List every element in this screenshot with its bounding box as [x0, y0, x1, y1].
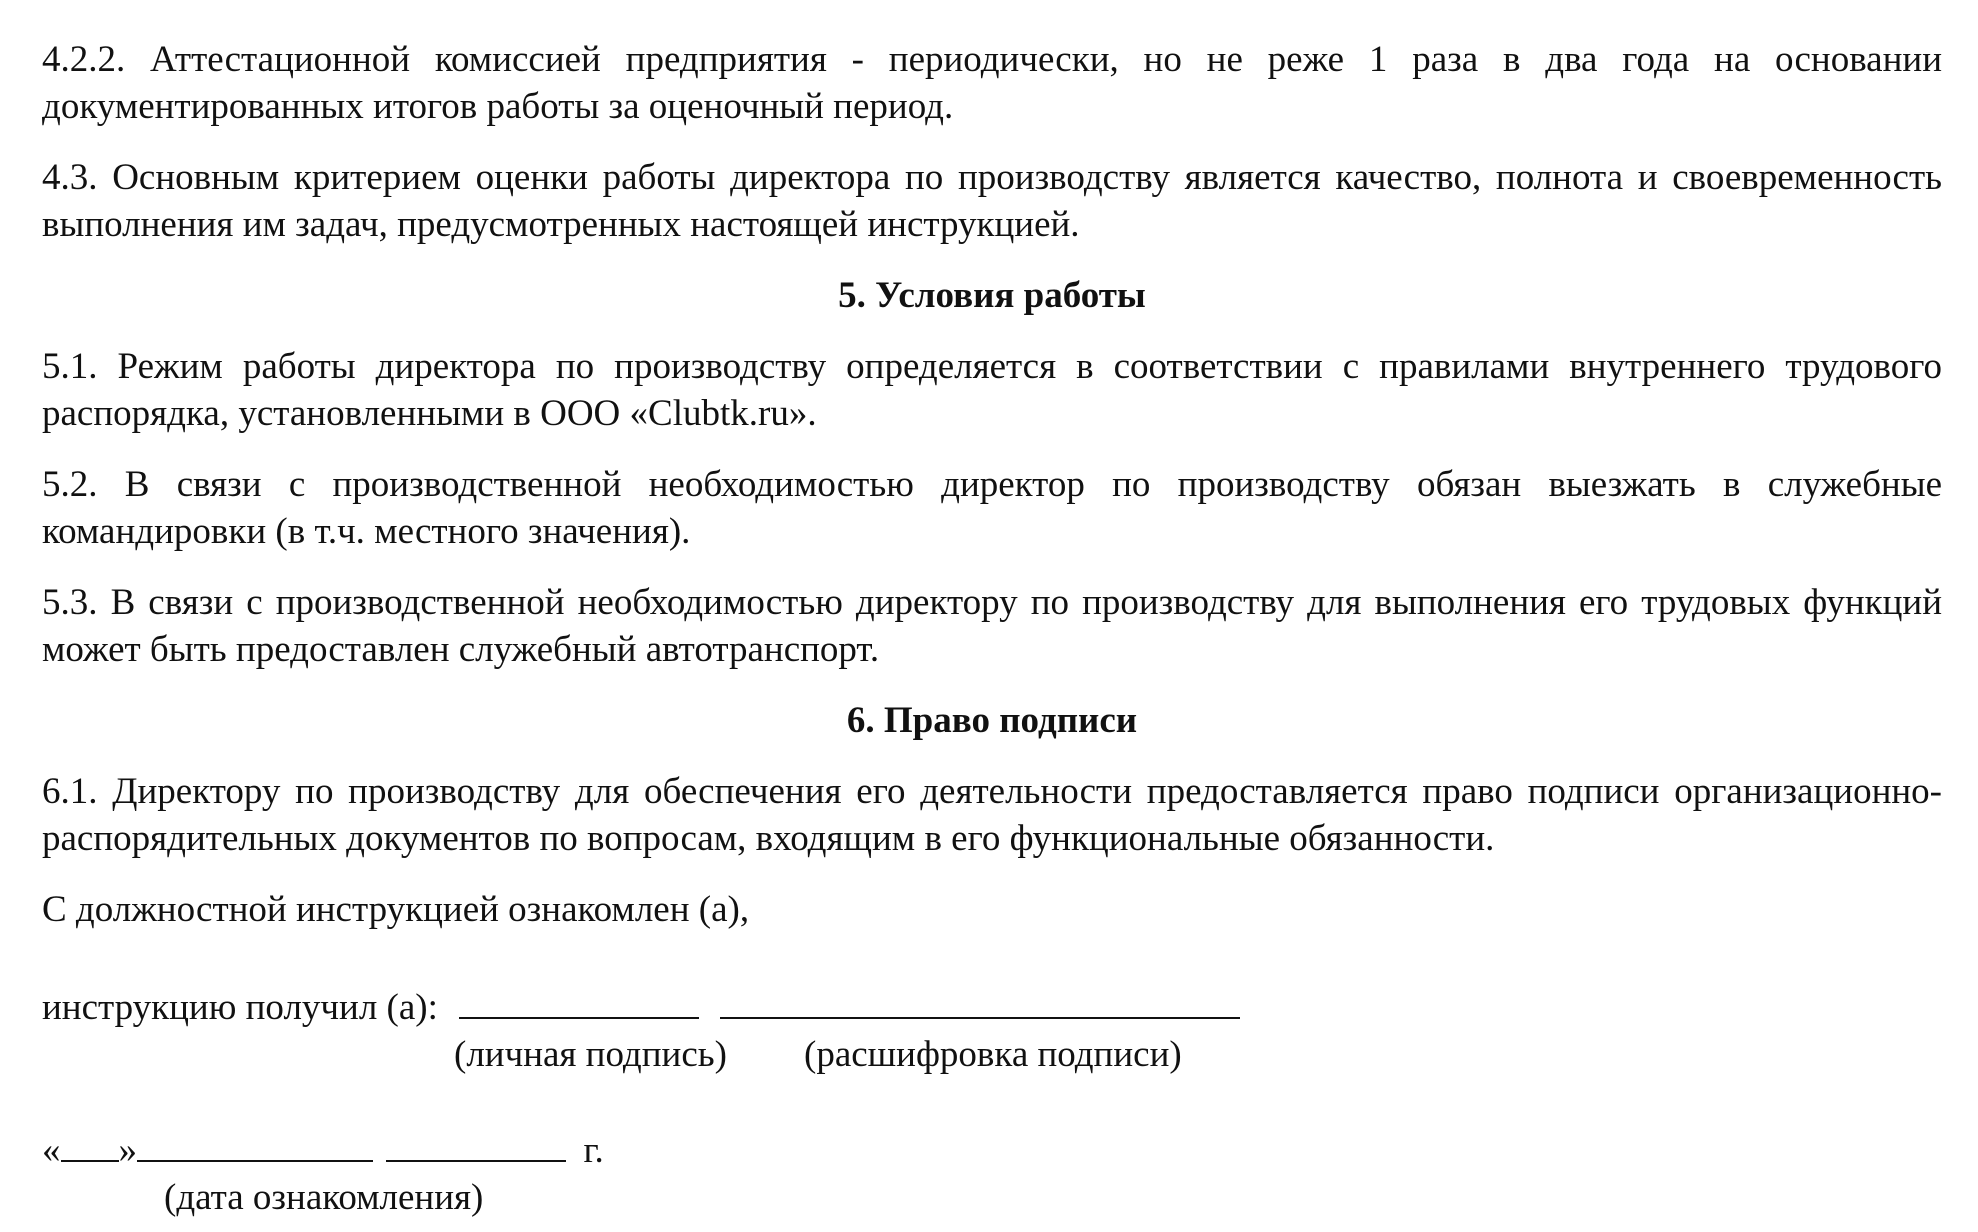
paragraph-4-2-2: 4.2.2. Аттестационной комиссией предприятия - периодически, но не реже 1 раза в два года на основании документированных итогов работы за оценочный период. — [42, 39, 1942, 127]
section-5-heading: 5. Условия работы — [838, 275, 1146, 316]
date-caption-row — [42, 1174, 1942, 1221]
decoding-caption: (расшифровка подписи) — [804, 1034, 1182, 1075]
paragraph-5-1: 5.1. Режим работы директора по производству определяется в соответствии с правилами внутреннего трудового распорядка, установленными в ООО «Clubtk.ru». — [42, 346, 1942, 434]
day-blank — [61, 1126, 119, 1162]
signature-caption: (личная подпись) — [454, 1034, 727, 1075]
year-blank — [386, 1126, 566, 1162]
decoding-blank — [720, 983, 1240, 1019]
date-close-quote: » — [118, 1130, 137, 1171]
year-suffix: г. — [583, 1130, 604, 1171]
paragraph-6-1: 6.1. Директору по производству для обеспечения его деятельности предоставляется право подписи организационно-распорядительных документов по вопросам, входящим в его функциональные обязанности. — [42, 771, 1942, 859]
date-caption: (дата ознакомления) — [164, 1177, 484, 1218]
document-page — [42, 36, 1942, 1221]
signature-blank — [459, 983, 699, 1019]
paragraph-5-2: 5.2. В связи с производственной необходимостью директор по производству обязан выезжать в служебные командировки (в т.ч. местного значения). — [42, 464, 1942, 552]
signature-line — [42, 983, 1942, 1031]
paragraph-5-3: 5.3. В связи с производственной необходимостью директору по производству для выполнения его трудовых функций может быть предоставлен служебный автотранспорт. — [42, 582, 1942, 670]
section-6-heading: 6. Право подписи — [846, 700, 1138, 741]
month-blank — [137, 1126, 373, 1162]
signature-label: инструкцию получил (а): — [42, 987, 438, 1028]
signature-captions — [42, 1031, 1942, 1078]
acknowledgement-text: С должностной инструкцией ознакомлен (а), — [42, 889, 750, 930]
date-open-quote: « — [42, 1130, 61, 1171]
date-line — [42, 1126, 1942, 1174]
paragraph-4-3: 4.3. Основным критерием оценки работы директора по производству является качество, полнота и своевременность выполнения им задач, предусмотренных настоящей инструкцией. — [42, 157, 1942, 245]
